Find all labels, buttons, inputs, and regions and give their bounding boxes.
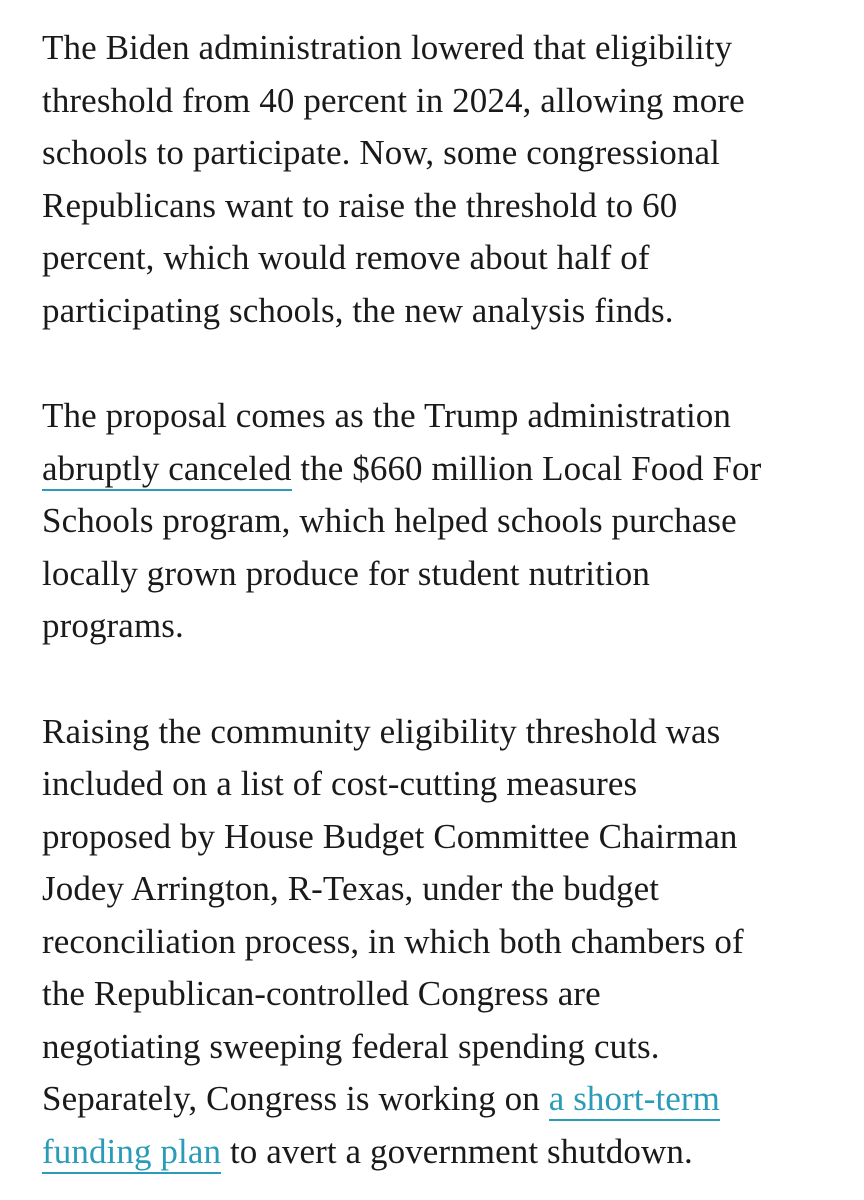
short-term-funding-plan-link[interactable]: a short-term xyxy=(549,1079,720,1121)
paragraph-line: proposed by House Budget Committee Chairman xyxy=(42,816,738,856)
paragraph-line: Republicans want to raise the threshold to 60 xyxy=(42,185,678,225)
paragraph-line: threshold from 40 percent in 2024, allowing more xyxy=(42,80,745,120)
paragraph-line: schools to participate. Now, some congressional xyxy=(42,133,720,172)
paragraph-line: included on a list of cost-cutting measures xyxy=(42,764,638,803)
paragraph-line: reconciliation process, in which both chambers of xyxy=(42,921,744,961)
paragraph-text: Separately, Congress is working on xyxy=(42,1079,549,1118)
paragraph-text: to avert a government shutdown. xyxy=(221,1131,693,1171)
paragraph-3 xyxy=(42,706,842,1179)
paragraph-line: Schools program, which helped schools purchase xyxy=(42,501,737,540)
paragraph-2 xyxy=(42,390,842,653)
paragraph-line: programs. xyxy=(42,606,184,645)
paragraph-text: the $660 million Local Food For xyxy=(291,448,762,488)
paragraph-line: Raising the community eligibility threshold was xyxy=(42,711,721,751)
paragraph-1 xyxy=(42,22,842,337)
paragraph-line: Jodey Arrington, R-Texas, under the budget xyxy=(42,869,660,908)
short-term-funding-plan-link-continued[interactable]: funding plan xyxy=(42,1132,221,1174)
paragraph-line xyxy=(42,443,842,496)
paragraph-line: negotiating sweeping federal spending cuts. xyxy=(42,1026,660,1066)
paragraph-line xyxy=(42,1073,842,1126)
paragraph-line: The proposal comes as the Trump administration xyxy=(42,396,731,435)
paragraph-line: the Republican-controlled Congress are xyxy=(42,974,601,1013)
paragraph-line: The Biden administration lowered that eligibility xyxy=(42,28,733,67)
paragraph-line: percent, which would remove about half of xyxy=(42,238,650,277)
article-body xyxy=(42,22,842,1178)
paragraph-line: participating schools, the new analysis finds. xyxy=(42,290,674,330)
paragraph-line xyxy=(42,1126,842,1179)
abruptly-canceled-link[interactable]: abruptly canceled xyxy=(42,449,292,491)
paragraph-line: locally grown produce for student nutrition xyxy=(42,553,650,593)
